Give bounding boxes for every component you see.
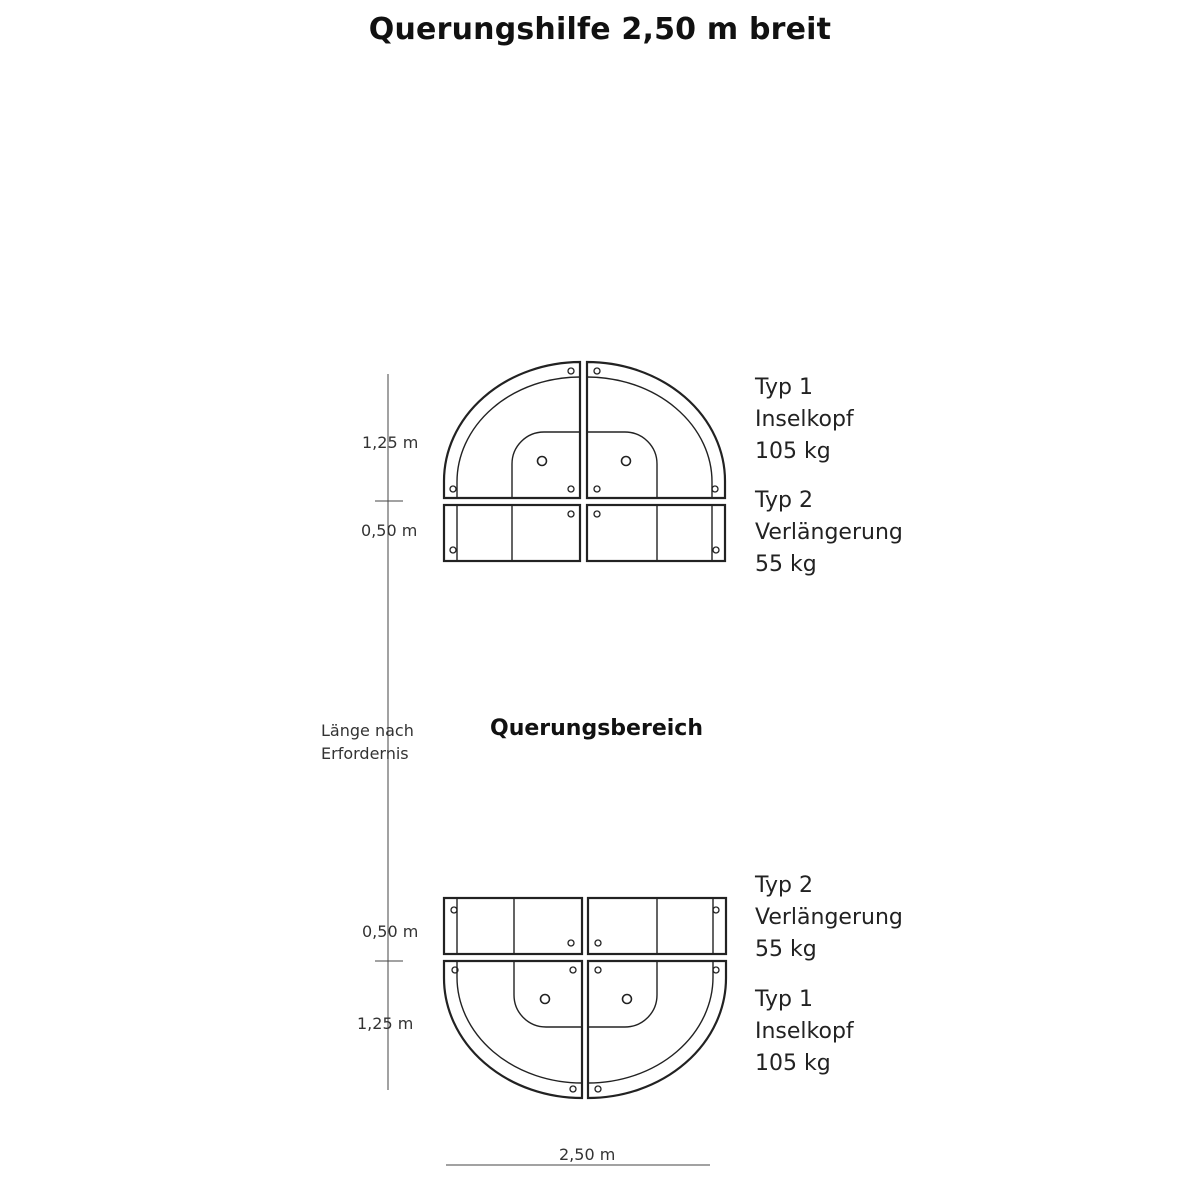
top-type2-name: Typ 2 [755,488,813,513]
crossing-area-label: Querungsbereich [490,716,703,741]
top-extension-left [444,505,580,561]
top-dim-ext: 0,50 m [361,521,418,540]
top-dim-head: 1,25 m [362,433,419,452]
bottom-type2-name: Typ 2 [755,873,813,898]
length-note-line2: Erfordernis [321,744,409,763]
top-type1-desc: Inselkopf [755,407,854,432]
top-island-head-left [444,362,580,498]
bottom-type1-label [755,984,854,1080]
top-island-head-right [587,362,725,498]
bottom-type2-label [755,870,903,966]
length-note [321,719,414,765]
bottom-type1-weight: 105 kg [755,1051,831,1076]
top-type2-label [755,485,903,581]
bottom-island-head-left [444,961,582,1098]
bottom-type2-weight: 55 kg [755,937,817,962]
top-type1-name: Typ 1 [755,375,813,400]
bottom-dim-ext: 0,50 m [362,922,419,941]
length-note-line1: Länge nach [321,721,414,740]
bottom-type1-name: Typ 1 [755,987,813,1012]
bottom-type2-desc: Verlängerung [755,905,903,930]
page-title: Querungshilfe 2,50 m breit [368,12,832,47]
top-extension-right [587,505,725,561]
bottom-island-head-right [588,961,726,1098]
bottom-type1-desc: Inselkopf [755,1019,854,1044]
width-dim-label: 2,50 m [559,1145,616,1164]
top-type1-weight: 105 kg [755,439,831,464]
bottom-dim-head: 1,25 m [357,1014,414,1033]
bottom-extension-right [588,898,726,954]
bottom-extension-left [444,898,582,954]
top-type1-label [755,372,854,468]
top-type2-weight: 55 kg [755,552,817,577]
top-type2-desc: Verlängerung [755,520,903,545]
